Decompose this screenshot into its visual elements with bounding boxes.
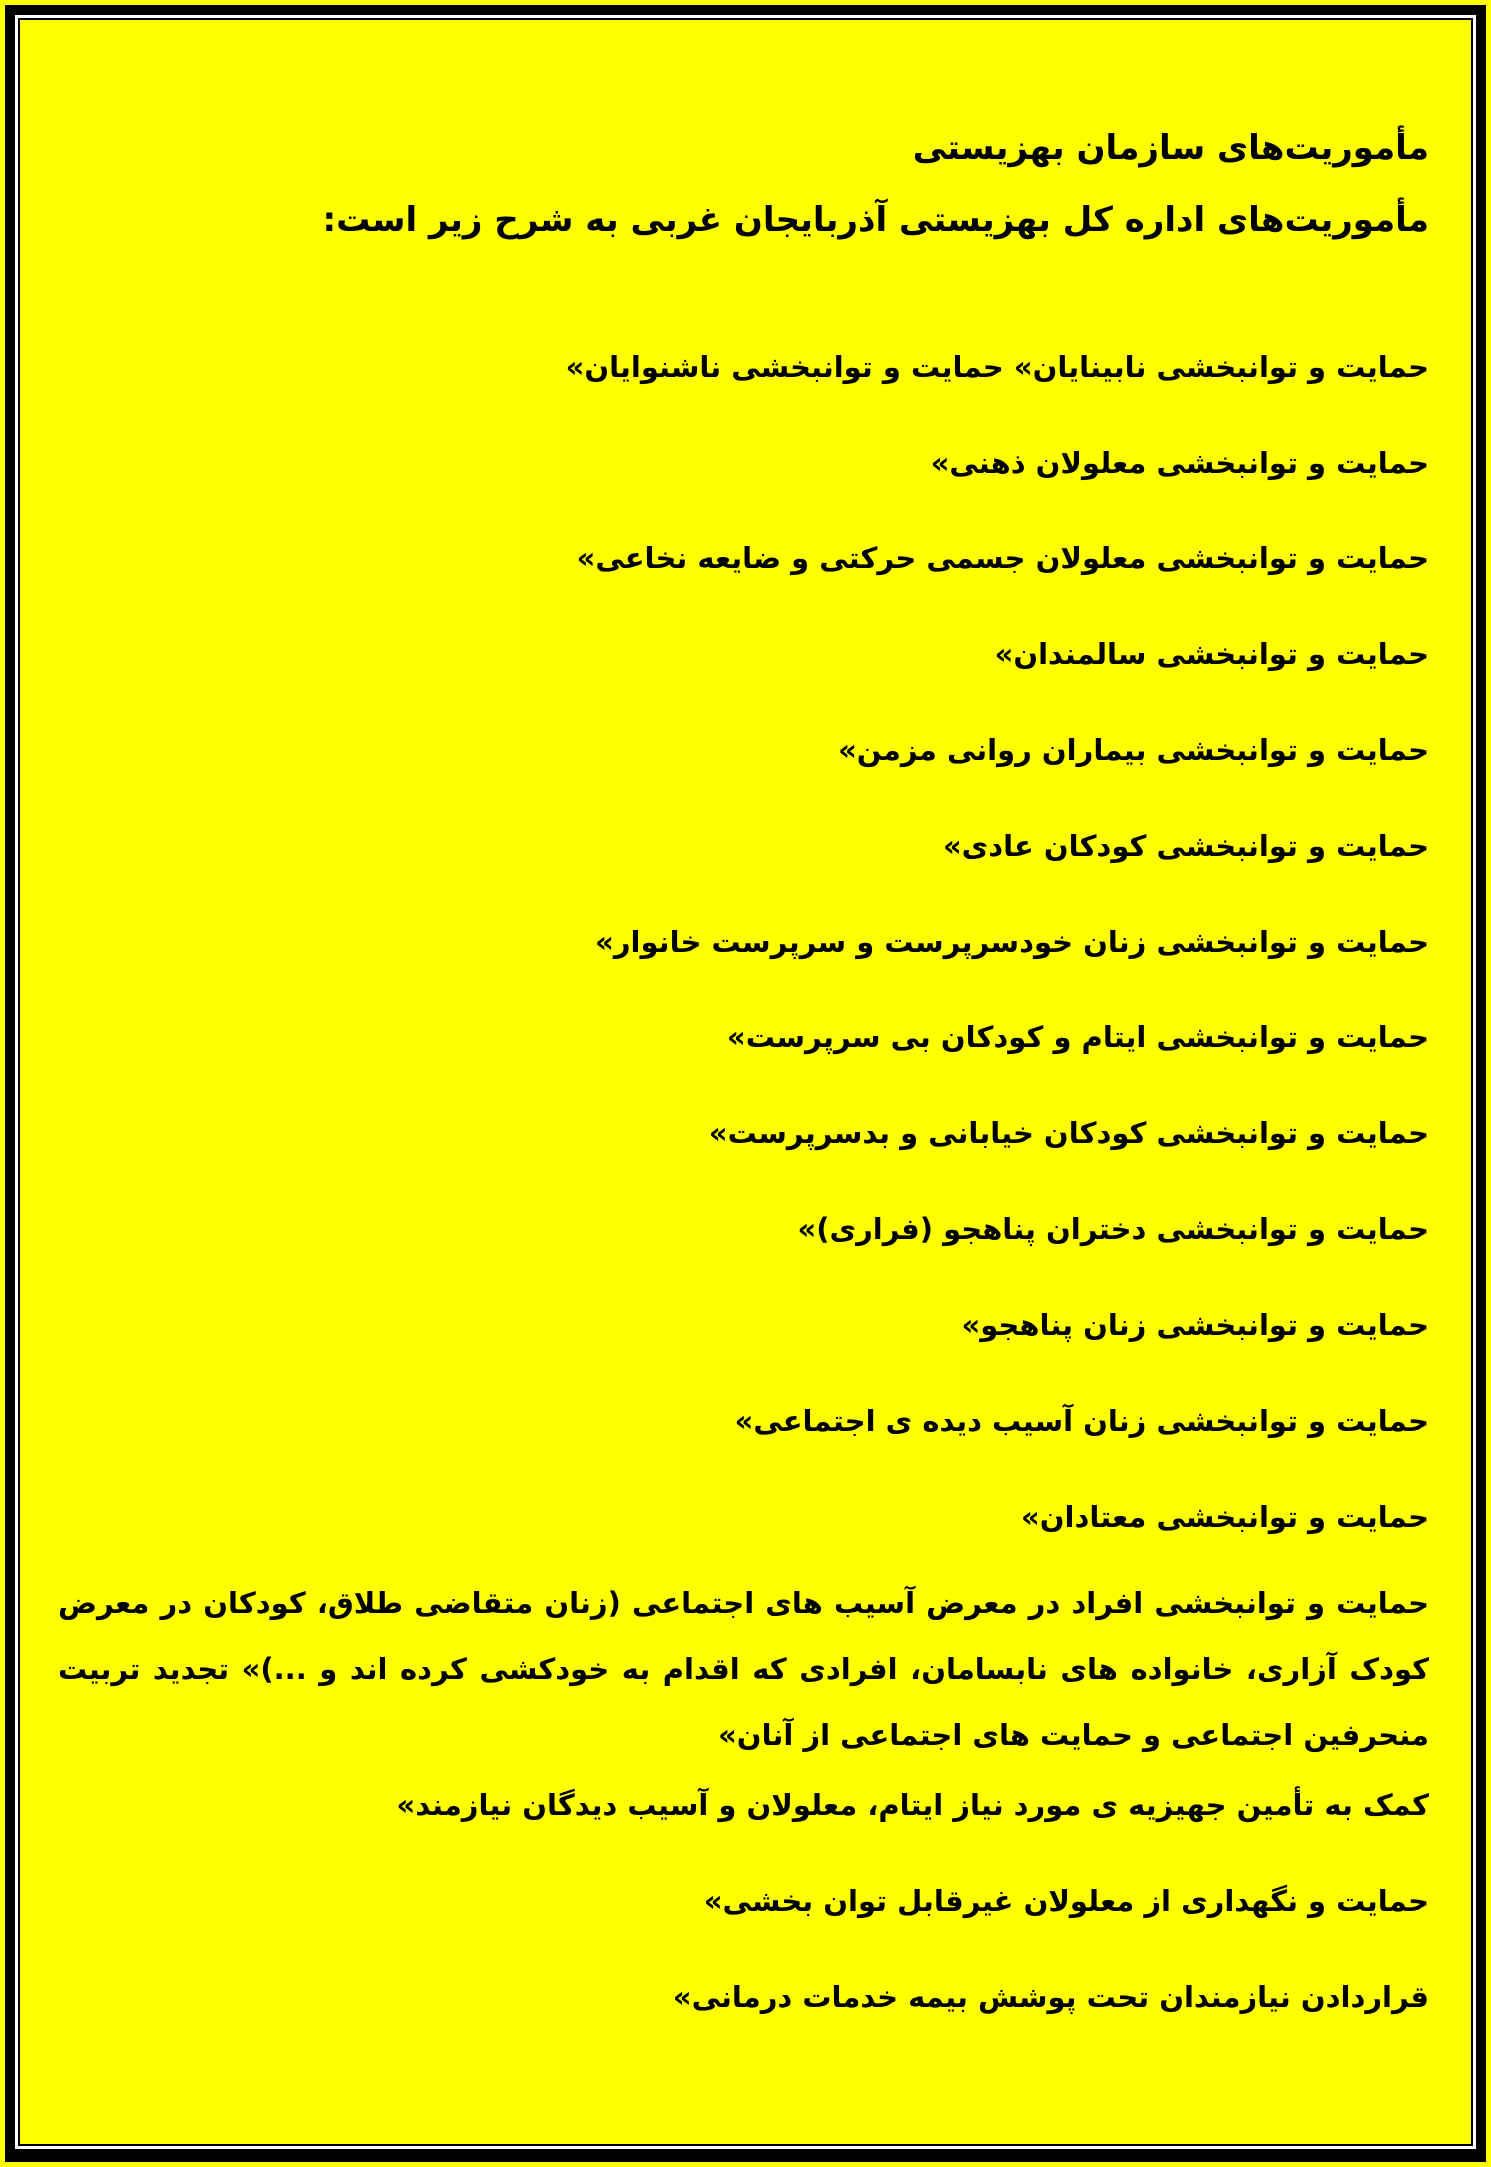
page-border-gap	[15, 15, 1476, 2149]
page-border-inner	[18, 18, 1473, 2146]
mission-item: حمایت و توانبخشی معلولان جسمی حرکتی و ضایعه نخاعی»	[576, 541, 1429, 575]
page-subtitle: مأموریت‌های اداره کل بهزیستی آذربایجان غربی به شرح زیر است:	[322, 200, 1429, 240]
mission-item: حمایت و توانبخشی دختران پناهجو (فراری)»	[797, 1212, 1429, 1246]
mission-item: حمایت و توانبخشی معتادان»	[1021, 1500, 1429, 1534]
mission-item: حمایت و توانبخشی زنان آسیب دیده ی اجتماعی»	[734, 1404, 1429, 1438]
document-page	[20, 20, 1471, 2144]
mission-item: کمک به تأمین جهیزیه ی مورد نیاز ایتام، معلولان و آسیب دیدگان نیازمند»	[396, 1788, 1429, 1822]
mission-item: حمایت و توانبخشی ایتام و کودکان بی سرپرست»	[727, 1020, 1429, 1054]
mission-paragraph: حمایت و توانبخشی افراد در معرض آسیب های اجتماعی (زنان متقاضی طلاق، کودکان در معرض کودک آزاری، خانواده های نابسامان، افرادی که اقدام به خودکشی کرده اند و ...)» تجدید تربیت منحرفین اجتماعی و حمایت های اجتماعی از آنان»	[58, 1586, 1429, 1752]
mission-item: حمایت و توانبخشی بیماران روانی مزمن»	[838, 733, 1429, 767]
mission-item: حمایت و توانبخشی زنان خودسرپرست و سرپرست خانوار»	[595, 925, 1429, 959]
mission-item: حمایت و توانبخشی نابینایان» حمایت و توانبخشی ناشنوایان»	[565, 350, 1429, 384]
page-title: مأموریت‌های سازمان بهزیستی	[912, 128, 1429, 168]
mission-item: حمایت و توانبخشی زنان پناهجو»	[961, 1308, 1429, 1342]
mission-item: حمایت و توانبخشی کودکان عادی»	[942, 829, 1429, 863]
mission-item: حمایت و نگهداری از معلولان غیرقابل توان بخشی»	[703, 1884, 1429, 1918]
mission-item: حمایت و توانبخشی کودکان خیابانی و بدسرپرست»	[708, 1116, 1429, 1150]
mission-item: حمایت و توانبخشی سالمندان»	[994, 637, 1429, 671]
mission-item: قراردادن نیازمندان تحت پوشش بیمه خدمات درمانی»	[672, 1980, 1429, 2014]
page-border-outer	[5, 5, 1486, 2162]
mission-item: حمایت و توانبخشی معلولان ذهنی»	[930, 446, 1429, 480]
